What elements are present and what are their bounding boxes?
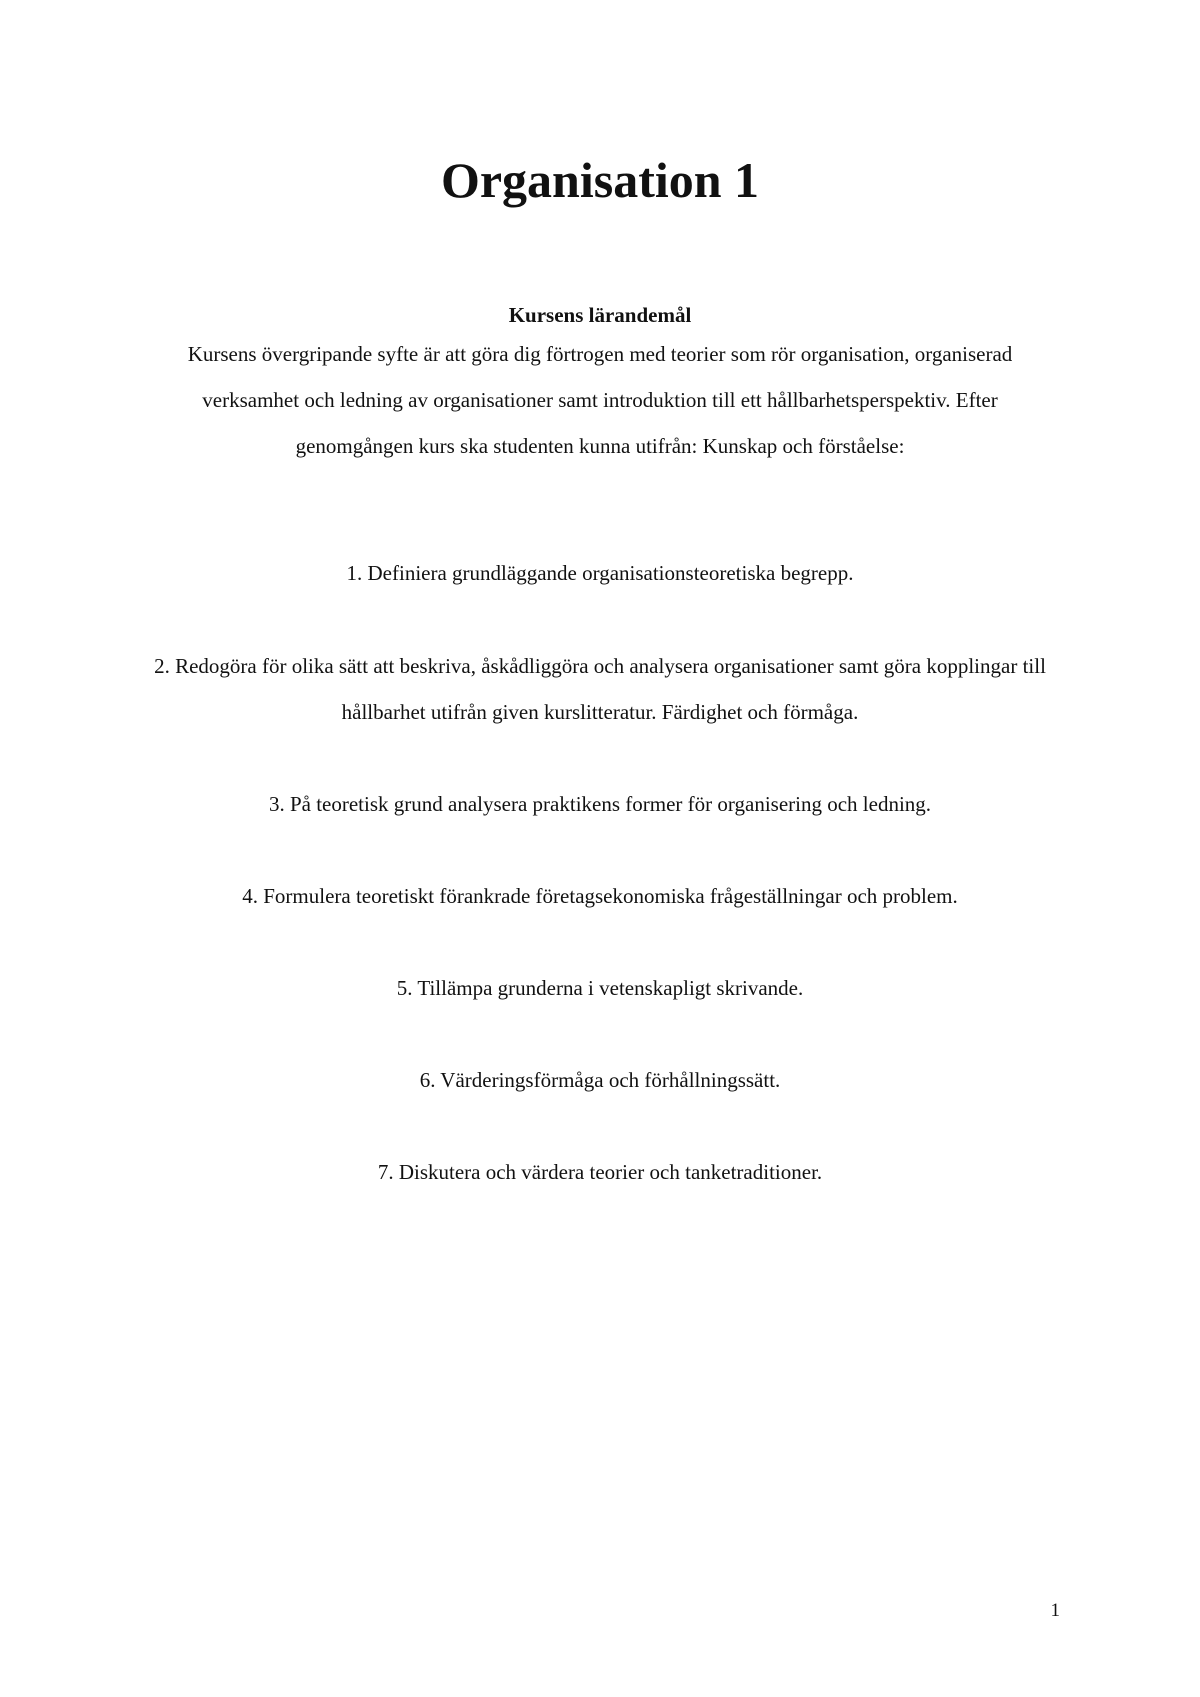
learning-goal-4: 4. Formulera teoretiskt förankrade företagsekonomiska frågeställningar och problem. bbox=[242, 884, 958, 908]
learning-goal-7: 7. Diskutera och värdera teorier och tanketraditioner. bbox=[377, 1160, 823, 1184]
learning-goal-6: 6. Värderingsförmåga och förhållningssätt. bbox=[419, 1068, 781, 1092]
learning-goal-2: 2. Redogöra för olika sätt att beskriva, åskådliggöra och analysera organisationer samt göra kopplingar till hållbarhet utifrån given kurslitteratur. Färdighet och förmåga. bbox=[154, 654, 1046, 724]
page-number: 1 bbox=[1050, 1600, 1060, 1621]
learning-goal-5: 5. Tillämpa grunderna i vetenskapligt skrivande. bbox=[396, 976, 804, 1000]
document-title: Organisation 1 bbox=[440, 152, 760, 208]
learning-goal-1: 1. Definiera grundläggande organisationsteoretiska begrepp. bbox=[346, 561, 854, 585]
intro-paragraph: Kursens övergripande syfte är att göra dig förtrogen med teorier som rör organisation, organiserad verksamhet och ledning av organisationer samt introduktion till ett hållbarhetsperspektiv. Efter genomgången kurs ska studenten kunna utifrån: Kunskap och förståelse: bbox=[187, 342, 1013, 458]
section-heading: Kursens lärandemål bbox=[508, 303, 692, 327]
learning-goal-3: 3. På teoretisk grund analysera praktikens former för organisering och ledning. bbox=[268, 792, 932, 816]
